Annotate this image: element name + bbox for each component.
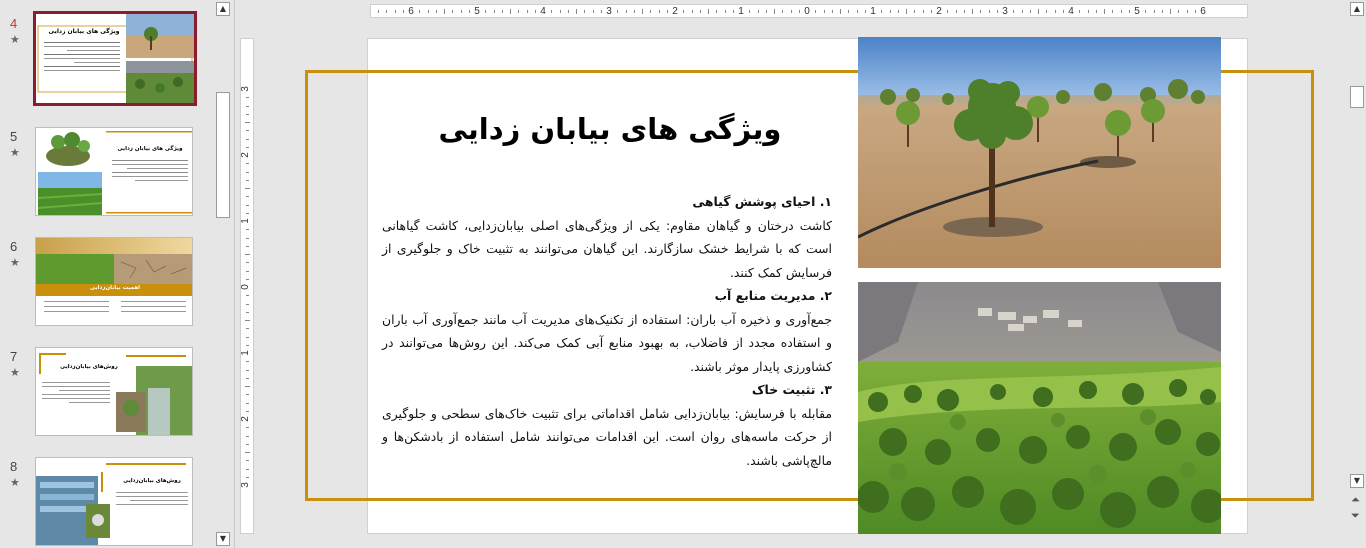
ruler-tick [245,188,250,189]
ruler-tick [716,10,717,13]
ruler-label: 3 [606,6,612,17]
slide-number: 6 [10,239,18,254]
ruler-tick [832,10,833,13]
ruler-tick [1022,10,1023,13]
ruler-tick [1145,10,1146,13]
ruler-tick [1038,9,1039,14]
vertical-ruler[interactable] [240,38,254,534]
ruler-tick [857,10,858,13]
ruler-tick [378,10,379,13]
tree-planting-photo[interactable] [858,37,1221,268]
thumbnail-title: ویژگی های بیابان زدایی [117,146,183,152]
ruler-tick [989,10,990,13]
ruler-label: 0 [239,284,251,290]
transition-star-icon: ★ [10,33,20,46]
ruler-tick [667,10,668,13]
section-text-1: کاشت درختان و گیاهان مقاوم: یکی از ویژگی‌های اصلی بیابان‌زدایی، کاشت گیاهانی است که با شرایط خشک سازگارند. این گیاهان می‌توانند به تثبیت خاک و جلوگیری از فرسایش کمک کنند. [382,217,832,280]
ruler-tick [246,444,249,445]
slide-number: 4 [10,16,18,31]
ruler-label: 6 [408,6,414,17]
next-slide-icon[interactable]: ⏷ [1351,509,1360,522]
ruler-tick [1162,10,1163,13]
slide-thumbnail-5[interactable] [35,127,193,216]
slide-vertical-scrollbar[interactable] [1348,0,1366,548]
ruler-tick [1088,10,1089,13]
transition-star-icon: ★ [10,146,20,159]
ruler-tick [246,477,249,478]
ruler-tick [799,10,800,13]
thumbnail-scroll-thumb[interactable] [216,92,230,218]
ruler-tick [601,10,602,13]
ruler-label: 4 [1068,6,1074,17]
ruler-label: 5 [1134,6,1140,17]
ruler-tick [246,271,249,272]
ruler-tick [403,10,404,13]
ruler-label: 3 [1002,6,1008,17]
ruler-tick [246,279,249,280]
ruler-tick [452,10,453,13]
thumbnail-scroll-down-icon[interactable]: ▼ [216,532,230,546]
ruler-tick [865,10,866,13]
ruler-tick [749,10,750,13]
ruler-tick [725,10,726,13]
ruler-tick [246,180,249,181]
ruler-tick [246,403,249,404]
ruler-label: 0 [804,6,810,17]
ruler-label: 1 [738,6,744,17]
ruler-tick [386,10,387,13]
ruler-tick [1187,10,1188,13]
ruler-tick [246,205,249,206]
ruler-tick [980,10,981,13]
slide-title[interactable]: ویژگی های بیابان زدایی [438,112,782,146]
ruler-label: 3 [239,482,251,488]
ruler-tick [246,147,249,148]
ruler-label: 2 [936,6,942,17]
thumbnail-text-lines [44,42,120,74]
slide-number: 7 [10,349,18,364]
ruler-tick [642,9,643,14]
ruler-tick [246,469,249,470]
slide-thumbnail-8[interactable] [35,457,193,546]
thumbnail-title: اهمیت بیابان‌زدایی [89,285,141,291]
section-text-2: جمع‌آوری و ذخیره آب باران: استفاده از تکنیک‌های مدیریت آب مانند جمع‌آوری آب باران و استفاده مجدد از فاضلاب، به بهبود منابع آبی کمک می‌کند. این روش‌ها می‌توانند در کشاورزی پایدار موثر باشند. [382,311,832,374]
ruler-tick [1112,10,1113,13]
ruler-tick [972,9,973,14]
ruler-tick [527,10,528,13]
ruler-tick [1154,10,1155,13]
thumbnail-text-lines [112,160,188,184]
ruler-tick [246,411,249,412]
green-valley-photo[interactable] [858,282,1221,534]
slide-body-text[interactable] [382,190,832,472]
ruler-label: 1 [870,6,876,17]
ruler-tick [246,196,249,197]
ruler-tick [246,238,249,239]
thumbnail-title: روش‌های بیابان‌زدایی [123,478,181,484]
ruler-label: 2 [239,152,251,158]
slide-scroll-down-icon[interactable]: ▼ [1350,474,1364,488]
ruler-tick [245,122,250,123]
thumbnail-pane-scrollbar[interactable] [214,0,232,548]
ruler-tick [485,10,486,13]
thumbnail-text-lines [42,382,110,406]
ruler-tick [1178,10,1179,13]
ruler-tick [584,10,585,13]
ruler-tick [923,10,924,13]
ruler-tick [1195,10,1196,13]
slide-scroll-thumb[interactable] [1350,86,1364,108]
ruler-tick [245,386,250,387]
ruler-tick [502,10,503,13]
ruler-label: 5 [474,6,480,17]
ruler-tick [774,9,775,14]
ruler-tick [246,295,249,296]
slide-thumbnail-7[interactable] [35,347,193,436]
ruler-tick [840,9,841,14]
ruler-tick [733,10,734,13]
ruler-tick [881,10,882,13]
ruler-tick [1079,10,1080,13]
slide-scroll-up-icon[interactable]: ▲ [1350,2,1364,16]
ruler-tick [246,370,249,371]
ruler-label: 1 [239,350,251,356]
ruler-tick [758,10,759,13]
ruler-tick [1096,10,1097,13]
ruler-tick [906,9,907,14]
ruler-tick [246,130,249,131]
ruler-tick [246,337,249,338]
section-heading-1: ۱. احیای پوشش گیاهی [692,194,832,209]
ruler-tick [1104,9,1105,14]
ruler-tick [444,9,445,14]
ruler-tick [1121,10,1122,13]
ruler-tick [964,10,965,13]
slide-thumbnail-6[interactable] [35,237,193,326]
slide-thumbnail-pane [0,0,214,548]
horizontal-ruler[interactable] [370,4,1248,18]
ruler-tick [1013,10,1014,13]
thumbnail-text-lines [44,301,186,316]
ruler-tick [246,312,249,313]
ruler-tick [245,452,250,453]
ruler-tick [246,328,249,329]
ruler-tick [947,10,948,13]
ruler-tick [824,10,825,13]
ruler-tick [246,106,249,107]
ruler-tick [246,378,249,379]
ruler-tick [593,10,594,13]
ruler-tick [692,10,693,13]
ruler-tick [246,246,249,247]
transition-star-icon: ★ [10,256,20,269]
ruler-tick [551,10,552,13]
thumbnail-title: ویژگی های بیابان زدایی [48,28,120,35]
ruler-label: 3 [239,86,251,92]
ruler-tick [246,436,249,437]
ruler-tick [791,10,792,13]
slide-number: 5 [10,129,18,144]
ruler-tick [428,10,429,13]
ruler-tick [898,10,899,13]
ruler-tick [1170,9,1171,14]
ruler-tick [246,304,249,305]
transition-star-icon: ★ [10,366,20,379]
ruler-tick [246,172,249,173]
ruler-tick [518,10,519,13]
ruler-tick [436,10,437,13]
section-heading-2: ۲. مدیریت منابع آب [714,288,832,303]
ruler-tick [246,139,249,140]
ruler-tick [560,10,561,13]
previous-slide-icon[interactable]: ⏶ [1351,493,1360,506]
ruler-tick [246,361,249,362]
ruler-tick [626,10,627,13]
slide-number: 8 [10,459,18,474]
transition-star-icon: ★ [10,476,20,489]
ruler-label: 2 [239,416,251,422]
ruler-tick [246,114,249,115]
thumbnail-text-lines [116,492,188,508]
ruler-label: 2 [672,6,678,17]
ruler-tick [246,163,249,164]
ruler-tick [246,262,249,263]
ruler-tick [700,10,701,13]
ruler-tick [568,10,569,13]
ruler-tick [1030,10,1031,13]
ruler-tick [246,213,249,214]
ruler-tick [461,10,462,13]
ruler-tick [997,10,998,13]
pane-divider[interactable] [234,0,235,548]
ruler-tick [782,10,783,13]
section-text-3: مقابله با فرسایش: بیابان‌زدایی شامل اقداماتی برای تثبیت خاک‌های سطحی و جلوگیری از حرکت ماسه‌های روان است. این اقدامات می‌توانند شامل استفاده از بادشکن‌ها و مالچ‌پاشی باشند. [382,405,832,468]
ruler-label: 1 [239,218,251,224]
ruler-tick [246,345,249,346]
ruler-tick [535,10,536,13]
ruler-tick [659,10,660,13]
ruler-tick [245,320,250,321]
ruler-tick [708,9,709,14]
ruler-label: 6 [1200,6,1206,17]
ruler-tick [246,394,249,395]
ruler-tick [419,10,420,13]
ruler-tick [1063,10,1064,13]
ruler-tick [469,10,470,13]
ruler-tick [683,10,684,13]
ruler-tick [890,10,891,13]
ruler-tick [956,10,957,13]
ruler-tick [246,97,249,98]
ruler-tick [395,10,396,13]
ruler-tick [650,10,651,13]
thumbnail-title: روش‌های بیابان‌زدایی [60,364,118,370]
section-heading-3: ۳. تثبیت خاک [751,382,832,397]
ruler-tick [246,427,249,428]
ruler-tick [576,9,577,14]
ruler-tick [1055,10,1056,13]
ruler-tick [617,10,618,13]
ruler-tick [848,10,849,13]
ruler-tick [1046,10,1047,13]
ruler-tick [245,254,250,255]
ruler-tick [246,460,249,461]
ruler-tick [634,10,635,13]
ruler-tick [766,10,767,13]
ruler-tick [494,10,495,13]
ruler-tick [815,10,816,13]
ruler-label: 4 [540,6,546,17]
ruler-tick [914,10,915,13]
ruler-tick [931,10,932,13]
thumbnail-scroll-up-icon[interactable]: ▲ [216,2,230,16]
ruler-tick [510,9,511,14]
ruler-tick [1129,10,1130,13]
slide-thumbnail-4[interactable] [33,11,197,106]
ruler-tick [246,229,249,230]
